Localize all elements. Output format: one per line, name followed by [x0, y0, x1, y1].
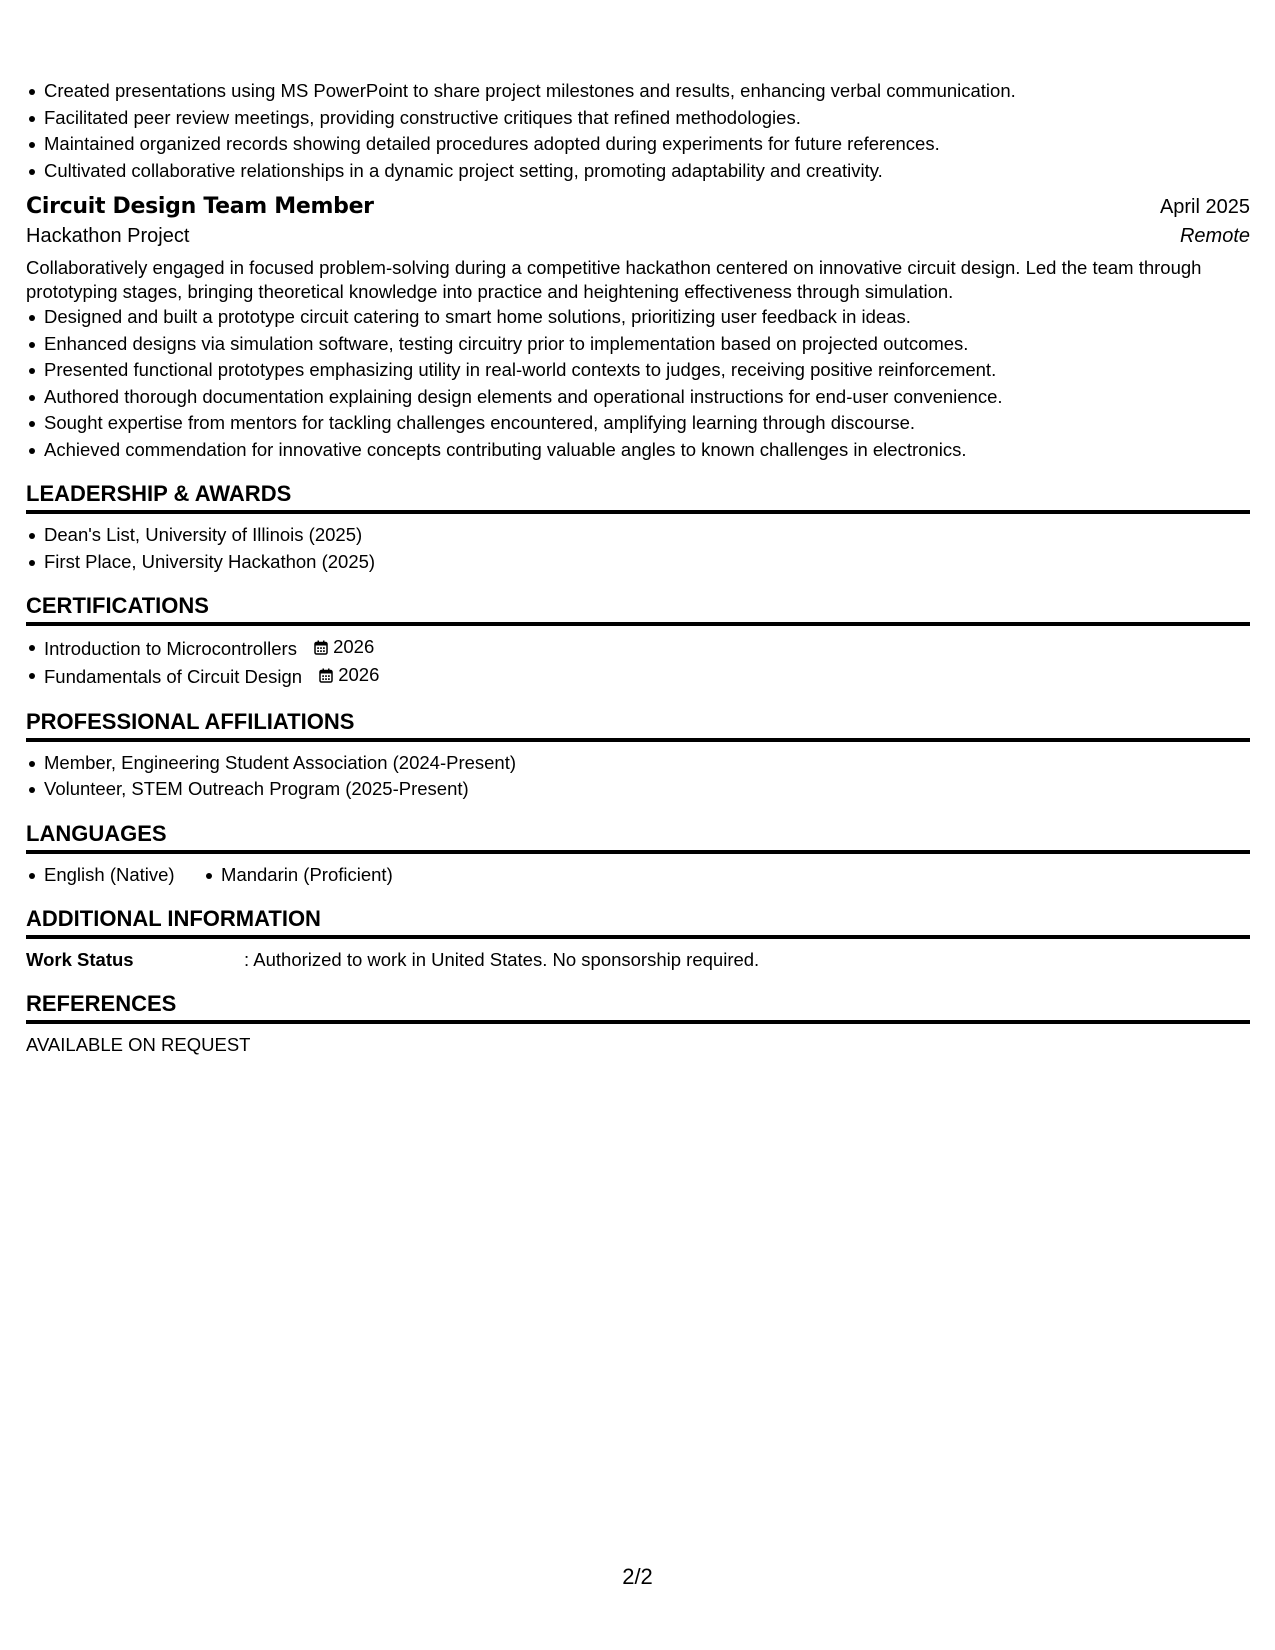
list-item: Cultivated collaborative relationships in a dynamic project setting, promoting adaptability and creativity. — [26, 158, 1250, 185]
additional-info-section — [26, 906, 1250, 973]
certification-name: Fundamentals of Circuit Design — [44, 666, 303, 687]
work-status-row — [26, 947, 1250, 973]
list-item: Created presentations using MS PowerPoint to share project milestones and results, enhancing verbal communication. — [26, 78, 1250, 105]
calendar-icon — [319, 668, 333, 683]
certification-date — [314, 634, 374, 661]
work-status-value: : Authorized to work in United States. No sponsorship required. — [244, 949, 760, 970]
job-subheader — [26, 225, 1250, 248]
list-item: Volunteer, STEM Outreach Program (2025-Present) — [26, 776, 1250, 803]
list-item: Designed and built a prototype circuit catering to smart home solutions, prioritizing user feedback in ideas. — [26, 304, 1250, 331]
language-item: English (Native) — [26, 862, 175, 889]
work-status-label: Work Status — [26, 949, 134, 970]
job-description: Collaboratively engaged in focused problem-solving during a competitive hackathon centered on innovative circuit design. Led the team through prototyping stages, bringing theoretical knowledge into practice and heightening effectiveness through simulation. — [26, 257, 1202, 302]
section-heading: LANGUAGES — [26, 821, 1250, 854]
list-item: Maintained organized records showing detailed procedures adopted during experiments for future references. — [26, 131, 1250, 158]
leadership-list — [26, 522, 1250, 575]
section-heading: CERTIFICATIONS — [26, 593, 1250, 626]
list-item: First Place, University Hackathon (2025) — [26, 549, 1250, 576]
certifications-list — [26, 634, 1250, 691]
job-header — [26, 194, 1250, 219]
section-heading: PROFESSIONAL AFFILIATIONS — [26, 709, 1250, 742]
job-organization: Hackathon Project — [26, 225, 190, 247]
certification-item — [26, 662, 1250, 690]
list-item: Facilitated peer review meetings, providing constructive critiques that refined methodologies. — [26, 105, 1250, 132]
references-section — [26, 991, 1250, 1058]
job-title: Circuit Design Team Member — [26, 194, 374, 219]
certification-year: 2026 — [333, 636, 375, 657]
section-heading: ADDITIONAL INFORMATION — [26, 906, 1250, 939]
job-location: Remote — [1179, 225, 1250, 247]
section-heading: REFERENCES — [26, 991, 1250, 1024]
list-item: Achieved commendation for innovative concepts contributing valuable angles to known challenges in electronics. — [26, 437, 1250, 464]
list-item: Authored thorough documentation explaining design elements and operational instructions for end-user convenience. — [26, 384, 1250, 411]
job-date: April 2025 — [1159, 196, 1250, 218]
languages-list — [26, 862, 1250, 889]
certification-item — [26, 634, 1250, 662]
calendar-icon — [314, 640, 328, 655]
certification-year: 2026 — [338, 664, 380, 686]
list-item: Dean's List, University of Illinois (2025) — [26, 522, 1250, 549]
page-number: 2/2 — [622, 1564, 653, 1589]
affiliations-section — [26, 709, 1250, 803]
list-item: Sought expertise from mentors for tackling challenges encountered, amplifying learning through discourse. — [26, 410, 1250, 437]
certification-name: Introduction to Microcontrollers — [44, 637, 297, 659]
job-bullets — [26, 304, 1250, 463]
affiliations-list — [26, 750, 1250, 803]
references-text: AVAILABLE ON REQUEST — [26, 1034, 251, 1055]
certifications-section — [26, 593, 1250, 691]
section-heading: LEADERSHIP & AWARDS — [26, 481, 1250, 514]
list-item: Member, Engineering Student Association (2024-Present) — [26, 750, 1250, 777]
leadership-section — [26, 481, 1250, 575]
list-item: Presented functional prototypes emphasizing utility in real-world contexts to judges, receiving positive reinforcement. — [26, 357, 1250, 384]
language-item: Mandarin (Proficient) — [203, 862, 393, 889]
previous-job-bullets — [26, 78, 1250, 184]
resume-page — [26, 78, 1250, 1058]
list-item: Enhanced designs via simulation software, testing circuitry prior to implementation based on projected outcomes. — [26, 331, 1250, 358]
languages-section — [26, 821, 1250, 889]
certification-date — [319, 662, 379, 689]
